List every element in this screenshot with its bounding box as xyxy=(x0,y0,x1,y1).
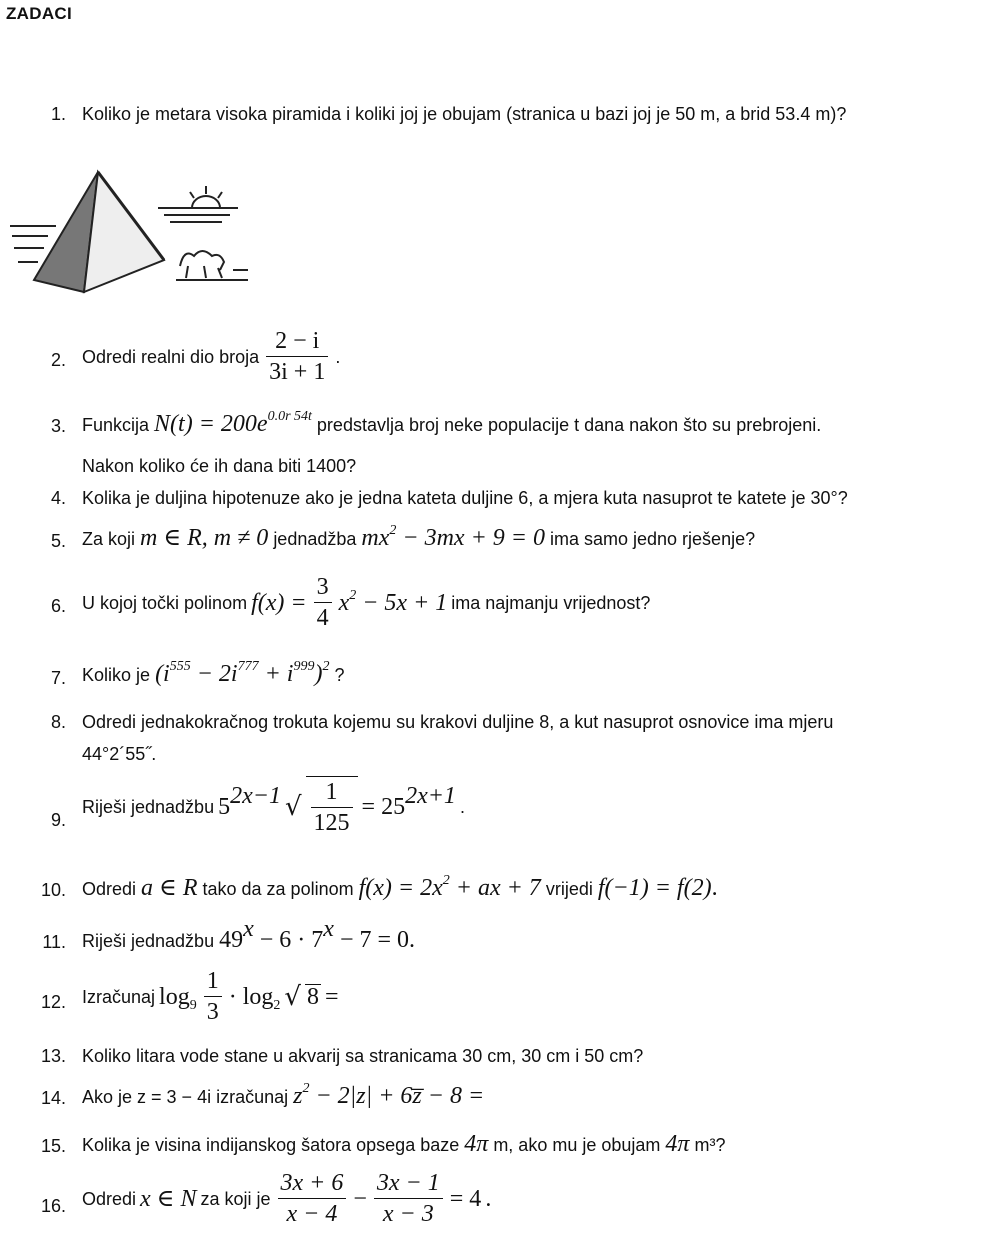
problem-number: 11. xyxy=(42,932,66,952)
problem-text: ? xyxy=(334,665,345,685)
condition: a ∈ R xyxy=(141,875,198,901)
fraction-numerator: 3x − 1 xyxy=(374,1168,443,1199)
equation: f(−1) = f(2) xyxy=(597,875,712,901)
problem-text: Nakon koliko će ih dana biti 1400? xyxy=(82,456,357,476)
log: · log xyxy=(228,983,274,1010)
problem-body xyxy=(82,966,339,1027)
term: 49 xyxy=(219,927,244,953)
equals: = xyxy=(324,983,339,1010)
equation: $mx^2 - 3mx + 9 = 0$ xyxy=(361,523,545,551)
term-rest: − 5x + 1 xyxy=(362,589,448,616)
fraction-numerator: 2 − i xyxy=(266,326,328,357)
problem-body xyxy=(82,523,756,551)
punctuation: . xyxy=(409,927,416,953)
log-base: 9 xyxy=(189,997,197,1013)
term: − 2i xyxy=(196,661,238,687)
problem-text: m³? xyxy=(694,1135,726,1155)
fraction-denominator: 4 xyxy=(316,605,329,631)
equation xyxy=(219,916,416,953)
log-term xyxy=(228,983,281,1013)
problem-number: 8. xyxy=(50,712,66,732)
problem-text: Riješi jednadžbu xyxy=(82,797,215,817)
problem-text: Izračunaj xyxy=(82,986,156,1007)
problem-number: 16. xyxy=(40,1196,66,1216)
rhs xyxy=(361,783,456,820)
punctuation: . xyxy=(711,875,718,901)
fraction xyxy=(204,966,222,1027)
term: − 6 · 7 xyxy=(259,927,324,953)
problem-text: Koliko litara vode stane u akvarij sa stranicama 30 cm, 30 cm i 50 cm? xyxy=(82,1046,644,1066)
value: 4π xyxy=(464,1131,489,1157)
equation-rest: − 3mx + 9 = 0 xyxy=(402,525,545,551)
equals: = 4 xyxy=(449,1185,482,1212)
problem-text: Odredi xyxy=(82,879,137,899)
problem-text: 44°2´55˝. xyxy=(82,744,157,764)
problem-number: 5. xyxy=(50,531,66,551)
sqrt-icon: √ xyxy=(284,981,301,1012)
problem-body xyxy=(82,776,465,838)
fraction-numerator: 1 xyxy=(311,777,353,808)
fraction xyxy=(266,326,328,387)
problem-number: 14. xyxy=(40,1088,66,1108)
punctuation: . xyxy=(459,797,465,817)
fraction-numerator: 1 xyxy=(204,966,222,997)
fraction-numerator: 3x + 6 xyxy=(278,1168,347,1199)
fraction xyxy=(278,1168,347,1229)
condition: x ∈ N xyxy=(140,1185,197,1212)
equation-term: mx xyxy=(361,525,390,551)
fraction-denominator: x − 3 xyxy=(382,1201,434,1227)
page-title: ZADACI xyxy=(6,4,73,23)
sqrt-icon: √ xyxy=(284,792,302,822)
polynomial: $f(x) = 2x^2$ + ax + 7 xyxy=(358,873,541,901)
exponent: x xyxy=(243,916,254,942)
term: (i xyxy=(155,661,170,687)
problem-2 xyxy=(0,326,1000,396)
formula xyxy=(154,411,312,437)
problem-body xyxy=(82,1168,491,1229)
problem-number: 10. xyxy=(40,880,66,900)
problem-16 xyxy=(0,1168,1000,1242)
problem-text: Riješi jednadžbu xyxy=(82,931,215,951)
problem-body xyxy=(82,409,822,437)
log-term xyxy=(159,983,197,1013)
condition: m ∈ R, m ≠ 0 xyxy=(140,525,269,551)
pyramid-illustration xyxy=(8,168,258,298)
term: f(x) = 2x xyxy=(358,875,443,901)
problem-number: 1. xyxy=(50,104,66,124)
term: − 7 = 0 xyxy=(339,927,410,953)
expression xyxy=(293,1083,484,1109)
fraction-denominator: 3i + 1 xyxy=(269,359,326,385)
minus: − xyxy=(353,1185,367,1212)
problem-text: Odredi xyxy=(82,1188,137,1209)
problem-body xyxy=(82,1081,485,1109)
term: x xyxy=(338,589,350,616)
problem-text: ima samo jedno rješenje? xyxy=(549,529,756,549)
problem-12 xyxy=(0,966,1000,1034)
fraction xyxy=(374,1168,443,1229)
problem-text: Kolika je visina indijanskog šatora opsega baze xyxy=(82,1135,460,1155)
fraction-numerator: 3 xyxy=(314,572,332,603)
problem-body xyxy=(82,326,340,387)
problem-body xyxy=(82,572,650,633)
exponent: 2 xyxy=(322,659,330,674)
problem-text: U kojoj točki polinom xyxy=(82,592,248,613)
exponent: 555 xyxy=(169,659,191,674)
exponent: 0.0r 54t xyxy=(267,409,312,424)
problem-text: Kolika je duljina hipotenuze ako je jedna kateta duljine 6, a mjera kuta nasuprot te katete je 30°? xyxy=(82,488,848,508)
problem-number: 3. xyxy=(50,416,66,436)
problem-text: Funkcija xyxy=(82,415,150,435)
paren: ) xyxy=(314,661,323,687)
log-base: 2 xyxy=(273,997,281,1013)
problem-text: m, ako mu je obujam xyxy=(493,1135,661,1155)
exponent: 2x−1 xyxy=(230,783,281,809)
punctuation: . xyxy=(485,1185,492,1212)
problem-number: 12. xyxy=(40,992,66,1012)
fraction-denominator: 125 xyxy=(313,810,350,836)
expression xyxy=(155,661,329,687)
problem-text: Koliko je xyxy=(82,665,151,685)
base: 5 xyxy=(218,794,231,820)
polynomial: $x^2 - 5x + 1$ xyxy=(338,587,448,616)
power xyxy=(218,783,281,820)
term: z xyxy=(293,1083,303,1109)
exponent: x xyxy=(323,916,334,942)
problem-text: ima najmanju vrijednost? xyxy=(451,592,651,613)
problem-text: Koliko je metara visoka piramida i koliki joj je obujam (stranica u bazi joj je 50 m, a brid 53.4 m)? xyxy=(82,104,847,124)
problem-text: vrijedi xyxy=(545,879,593,899)
problem-text: predstavlja broj neke populacije t dana nakon što su prebrojeni. xyxy=(316,415,822,435)
function-name: f(x) = xyxy=(251,589,307,616)
problem-text: jednadžba xyxy=(273,529,357,549)
problem-9 xyxy=(0,776,1000,852)
problem-number: 15. xyxy=(40,1136,66,1156)
exponent: 777 xyxy=(237,659,259,674)
problem-body xyxy=(82,659,345,687)
term-rest: + ax + 7 xyxy=(455,875,541,901)
problem-number: 4. xyxy=(50,488,66,508)
problem-text: Za koji xyxy=(82,529,136,549)
term: = 25 xyxy=(361,794,406,820)
problem-number: 6. xyxy=(50,596,66,616)
term: + i xyxy=(264,661,294,687)
problem-body xyxy=(82,1132,725,1157)
problem-number: 7. xyxy=(50,668,66,688)
problem-text: Ako je z = 3 − 4i izračunaj xyxy=(82,1087,289,1107)
problem-text: Odredi realni dio broja xyxy=(82,346,260,367)
fraction-denominator: 3 xyxy=(206,999,219,1025)
punctuation: . xyxy=(335,346,341,367)
formula-base: N(t) = 200e xyxy=(154,411,268,437)
problem-text: tako da za polinom xyxy=(202,879,354,899)
problem-body xyxy=(82,873,718,901)
radicand xyxy=(306,776,358,838)
exponent: 2 xyxy=(302,1081,310,1096)
value: 4π xyxy=(665,1131,690,1157)
problem-6 xyxy=(0,572,1000,636)
log: log xyxy=(159,983,190,1010)
exponent: 999 xyxy=(293,659,315,674)
problem-text: za koji je xyxy=(200,1188,271,1209)
fraction-denominator: x − 4 xyxy=(286,1201,338,1227)
problem-number: 2. xyxy=(50,350,66,370)
fraction xyxy=(314,572,332,633)
problem-text: Odredi jednakokračnog trokuta kojemu su krakovi duljine 8, a kut nasuprot osnovice ima mjeru xyxy=(82,712,834,732)
problem-number: 13. xyxy=(40,1046,66,1066)
exponent: 2x+1 xyxy=(405,783,456,809)
term-rest: − 2|z| + 6z̅ − 8 = xyxy=(315,1083,485,1109)
fraction xyxy=(311,777,353,838)
problem-number: 9. xyxy=(50,810,66,830)
problem-body xyxy=(82,916,416,953)
radicand: 8 xyxy=(306,984,319,1010)
